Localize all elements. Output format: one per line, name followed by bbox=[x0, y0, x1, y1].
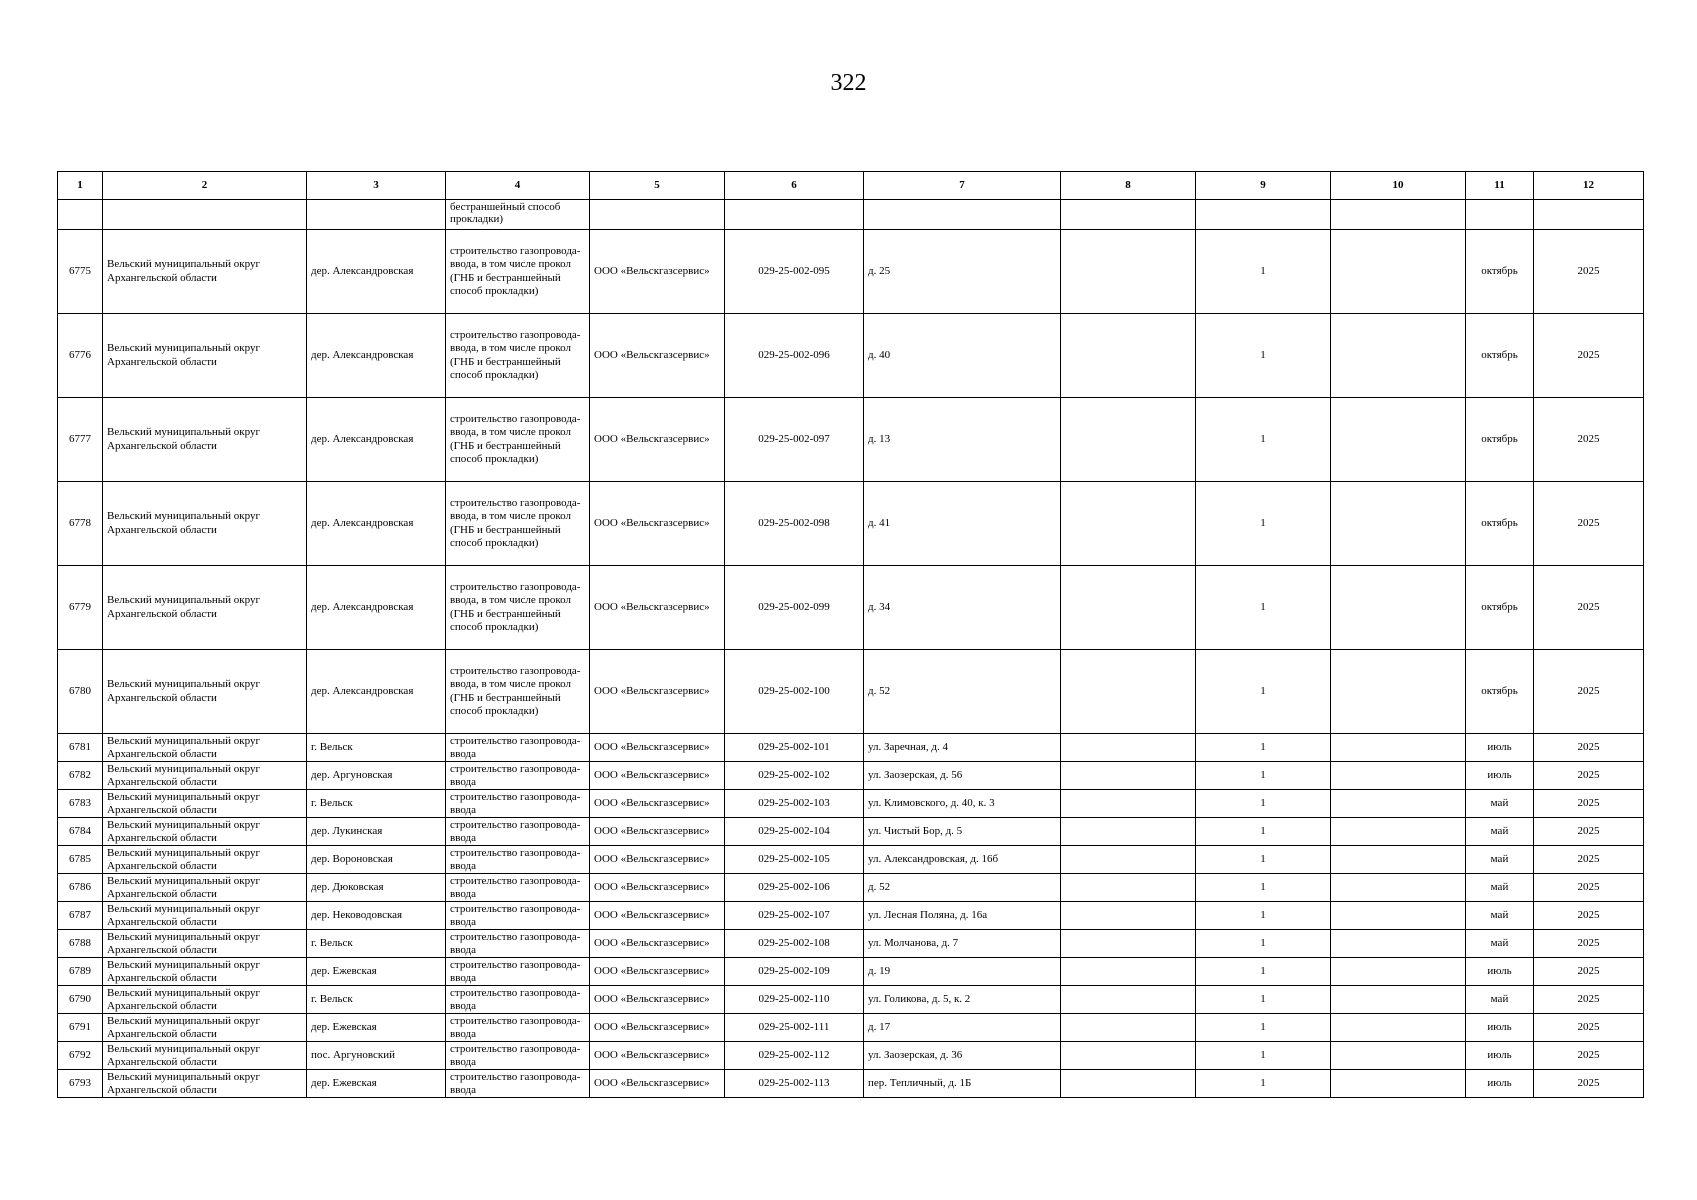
table-cell bbox=[1331, 874, 1466, 902]
object-code-cell: 029-25-002-108 bbox=[725, 930, 864, 958]
settlement-cell: дер. Александровская bbox=[307, 230, 446, 314]
object-code-cell: 029-25-002-111 bbox=[725, 1014, 864, 1042]
column-header: 5 bbox=[590, 172, 725, 200]
column-header: 10 bbox=[1331, 172, 1466, 200]
table-row bbox=[58, 986, 1644, 1014]
district-cell: Вельский муниципальный округ Архангельской области bbox=[103, 734, 307, 762]
table-cell bbox=[1331, 566, 1466, 650]
address-cell: д. 17 bbox=[864, 1014, 1061, 1042]
settlement-cell: пос. Аргуновский bbox=[307, 1042, 446, 1070]
quantity-cell: 1 bbox=[1196, 566, 1331, 650]
address-cell: д. 40 bbox=[864, 314, 1061, 398]
work-type-cell: строительство газопровода-ввода bbox=[446, 1042, 590, 1070]
table-row bbox=[58, 874, 1644, 902]
table-row bbox=[58, 902, 1644, 930]
table-row bbox=[58, 818, 1644, 846]
organization-cell: ООО «Вельскгазсервис» bbox=[590, 790, 725, 818]
object-code-cell: 029-25-002-110 bbox=[725, 986, 864, 1014]
table-cell bbox=[1061, 762, 1196, 790]
table-cell bbox=[1534, 200, 1644, 230]
month-cell: май bbox=[1466, 986, 1534, 1014]
table-cell bbox=[1331, 986, 1466, 1014]
object-code-cell: 029-25-002-101 bbox=[725, 734, 864, 762]
address-cell: д. 25 bbox=[864, 230, 1061, 314]
settlement-cell: дер. Вороновская bbox=[307, 846, 446, 874]
month-cell: май bbox=[1466, 874, 1534, 902]
work-type-cell: бестраншейный способ прокладки) bbox=[446, 200, 590, 230]
row-number-cell: 6775 bbox=[58, 230, 103, 314]
table-cell bbox=[1331, 1042, 1466, 1070]
year-cell: 2025 bbox=[1534, 1070, 1644, 1098]
district-cell: Вельский муниципальный округ Архангельской области bbox=[103, 986, 307, 1014]
month-cell: октябрь bbox=[1466, 314, 1534, 398]
table-cell bbox=[1331, 1070, 1466, 1098]
object-code-cell: 029-25-002-095 bbox=[725, 230, 864, 314]
object-code-cell: 029-25-002-105 bbox=[725, 846, 864, 874]
column-header: 9 bbox=[1196, 172, 1331, 200]
object-code-cell: 029-25-002-107 bbox=[725, 902, 864, 930]
row-number-cell: 6781 bbox=[58, 734, 103, 762]
row-number-cell: 6789 bbox=[58, 958, 103, 986]
address-cell: д. 41 bbox=[864, 482, 1061, 566]
table-cell bbox=[1331, 230, 1466, 314]
work-type-cell: строительство газопровода-ввода, в том числе прокол (ГНБ и бестраншейный способ прокладки) bbox=[446, 482, 590, 566]
work-type-cell: строительство газопровода-ввода bbox=[446, 874, 590, 902]
organization-cell: ООО «Вельскгазсервис» bbox=[590, 986, 725, 1014]
table-cell bbox=[1061, 314, 1196, 398]
organization-cell: ООО «Вельскгазсервис» bbox=[590, 1042, 725, 1070]
address-cell: ул. Заречная, д. 4 bbox=[864, 734, 1061, 762]
organization-cell: ООО «Вельскгазсервис» bbox=[590, 846, 725, 874]
row-number-cell: 6779 bbox=[58, 566, 103, 650]
row-number-cell: 6777 bbox=[58, 398, 103, 482]
month-cell: июль bbox=[1466, 1070, 1534, 1098]
quantity-cell: 1 bbox=[1196, 398, 1331, 482]
year-cell: 2025 bbox=[1534, 790, 1644, 818]
address-cell: пер. Тепличный, д. 1Б bbox=[864, 1070, 1061, 1098]
organization-cell: ООО «Вельскгазсервис» bbox=[590, 314, 725, 398]
year-cell: 2025 bbox=[1534, 958, 1644, 986]
table-row bbox=[58, 846, 1644, 874]
column-header: 6 bbox=[725, 172, 864, 200]
month-cell: июль bbox=[1466, 1014, 1534, 1042]
month-cell: июль bbox=[1466, 1042, 1534, 1070]
column-header: 4 bbox=[446, 172, 590, 200]
district-cell: Вельский муниципальный округ Архангельской области bbox=[103, 566, 307, 650]
quantity-cell: 1 bbox=[1196, 314, 1331, 398]
district-cell: Вельский муниципальный округ Архангельской области bbox=[103, 846, 307, 874]
year-cell: 2025 bbox=[1534, 1042, 1644, 1070]
year-cell: 2025 bbox=[1534, 1014, 1644, 1042]
work-type-cell: строительство газопровода-ввода bbox=[446, 1070, 590, 1098]
object-code-cell: 029-25-002-106 bbox=[725, 874, 864, 902]
object-code-cell: 029-25-002-096 bbox=[725, 314, 864, 398]
table-row bbox=[58, 230, 1644, 314]
table-row bbox=[58, 790, 1644, 818]
year-cell: 2025 bbox=[1534, 314, 1644, 398]
quantity-cell: 1 bbox=[1196, 874, 1331, 902]
table-cell bbox=[1466, 200, 1534, 230]
table-row bbox=[58, 398, 1644, 482]
table-row bbox=[58, 650, 1644, 734]
address-cell: д. 34 bbox=[864, 566, 1061, 650]
table-row bbox=[58, 930, 1644, 958]
table-cell bbox=[1331, 818, 1466, 846]
object-code-cell: 029-25-002-113 bbox=[725, 1070, 864, 1098]
address-cell: д. 13 bbox=[864, 398, 1061, 482]
month-cell: июль bbox=[1466, 734, 1534, 762]
table-cell bbox=[103, 200, 307, 230]
object-code-cell: 029-25-002-103 bbox=[725, 790, 864, 818]
month-cell: октябрь bbox=[1466, 230, 1534, 314]
settlement-cell: дер. Ежевская bbox=[307, 958, 446, 986]
object-code-cell: 029-25-002-104 bbox=[725, 818, 864, 846]
district-cell: Вельский муниципальный округ Архангельской области bbox=[103, 1042, 307, 1070]
quantity-cell: 1 bbox=[1196, 790, 1331, 818]
table-cell bbox=[1061, 986, 1196, 1014]
district-cell: Вельский муниципальный округ Архангельской области bbox=[103, 818, 307, 846]
table-cell bbox=[1061, 818, 1196, 846]
table-row bbox=[58, 1014, 1644, 1042]
object-code-cell: 029-25-002-109 bbox=[725, 958, 864, 986]
table-cell bbox=[1061, 482, 1196, 566]
organization-cell: ООО «Вельскгазсервис» bbox=[590, 734, 725, 762]
quantity-cell: 1 bbox=[1196, 1014, 1331, 1042]
work-type-cell: строительство газопровода-ввода, в том числе прокол (ГНБ и бестраншейный способ прокладки) bbox=[446, 314, 590, 398]
month-cell: июль bbox=[1466, 762, 1534, 790]
row-number-cell: 6793 bbox=[58, 1070, 103, 1098]
address-cell: ул. Лесная Поляна, д. 16а bbox=[864, 902, 1061, 930]
work-type-cell: строительство газопровода-ввода bbox=[446, 762, 590, 790]
table-cell bbox=[1061, 1014, 1196, 1042]
object-code-cell: 029-25-002-098 bbox=[725, 482, 864, 566]
work-type-cell: строительство газопровода-ввода bbox=[446, 930, 590, 958]
organization-cell: ООО «Вельскгазсервис» bbox=[590, 930, 725, 958]
row-number-cell: 6785 bbox=[58, 846, 103, 874]
work-type-cell: строительство газопровода-ввода bbox=[446, 818, 590, 846]
year-cell: 2025 bbox=[1534, 566, 1644, 650]
work-type-cell: строительство газопровода-ввода bbox=[446, 902, 590, 930]
column-header: 12 bbox=[1534, 172, 1644, 200]
table-cell bbox=[1331, 398, 1466, 482]
year-cell: 2025 bbox=[1534, 762, 1644, 790]
table-row bbox=[58, 762, 1644, 790]
table-cell bbox=[307, 200, 446, 230]
table-cell bbox=[590, 200, 725, 230]
settlement-cell: г. Вельск bbox=[307, 986, 446, 1014]
settlement-cell: г. Вельск bbox=[307, 930, 446, 958]
settlement-cell: дер. Александровская bbox=[307, 566, 446, 650]
column-header: 2 bbox=[103, 172, 307, 200]
month-cell: октябрь bbox=[1466, 650, 1534, 734]
year-cell: 2025 bbox=[1534, 930, 1644, 958]
work-type-cell: строительство газопровода-ввода, в том числе прокол (ГНБ и бестраншейный способ прокладки) bbox=[446, 398, 590, 482]
table-cell bbox=[1331, 790, 1466, 818]
year-cell: 2025 bbox=[1534, 818, 1644, 846]
month-cell: октябрь bbox=[1466, 398, 1534, 482]
settlement-cell: дер. Неководовская bbox=[307, 902, 446, 930]
address-cell: ул. Заозерская, д. 36 bbox=[864, 1042, 1061, 1070]
table-cell bbox=[1196, 200, 1331, 230]
table-cell bbox=[1061, 846, 1196, 874]
table-cell bbox=[725, 200, 864, 230]
month-cell: май bbox=[1466, 818, 1534, 846]
table-cell bbox=[1061, 200, 1196, 230]
settlement-cell: г. Вельск bbox=[307, 790, 446, 818]
table-cell bbox=[1061, 566, 1196, 650]
table-cell bbox=[1331, 482, 1466, 566]
row-number-cell: 6780 bbox=[58, 650, 103, 734]
column-header: 1 bbox=[58, 172, 103, 200]
month-cell: май bbox=[1466, 846, 1534, 874]
object-code-cell: 029-25-002-097 bbox=[725, 398, 864, 482]
organization-cell: ООО «Вельскгазсервис» bbox=[590, 762, 725, 790]
column-number-row bbox=[58, 172, 1644, 200]
month-cell: май bbox=[1466, 930, 1534, 958]
year-cell: 2025 bbox=[1534, 902, 1644, 930]
month-cell: май bbox=[1466, 790, 1534, 818]
district-cell: Вельский муниципальный округ Архангельской области bbox=[103, 398, 307, 482]
table-cell bbox=[1061, 958, 1196, 986]
quantity-cell: 1 bbox=[1196, 734, 1331, 762]
month-cell: май bbox=[1466, 902, 1534, 930]
table-cell bbox=[1331, 846, 1466, 874]
work-type-cell: строительство газопровода-ввода bbox=[446, 734, 590, 762]
table-cell bbox=[1061, 1042, 1196, 1070]
work-type-cell: строительство газопровода-ввода bbox=[446, 986, 590, 1014]
organization-cell: ООО «Вельскгазсервис» bbox=[590, 566, 725, 650]
column-header: 8 bbox=[1061, 172, 1196, 200]
work-type-cell: строительство газопровода-ввода bbox=[446, 846, 590, 874]
year-cell: 2025 bbox=[1534, 482, 1644, 566]
table-cell bbox=[1331, 1014, 1466, 1042]
district-cell: Вельский муниципальный округ Архангельской области bbox=[103, 1014, 307, 1042]
continuation-row bbox=[58, 200, 1644, 230]
table-cell bbox=[1331, 314, 1466, 398]
work-type-cell: строительство газопровода-ввода, в том числе прокол (ГНБ и бестраншейный способ прокладки) bbox=[446, 230, 590, 314]
table-row bbox=[58, 958, 1644, 986]
district-cell: Вельский муниципальный округ Архангельской области bbox=[103, 482, 307, 566]
object-code-cell: 029-25-002-102 bbox=[725, 762, 864, 790]
column-header: 11 bbox=[1466, 172, 1534, 200]
table-cell bbox=[1061, 930, 1196, 958]
year-cell: 2025 bbox=[1534, 734, 1644, 762]
month-cell: июль bbox=[1466, 958, 1534, 986]
quantity-cell: 1 bbox=[1196, 650, 1331, 734]
address-cell: ул. Голикова, д. 5, к. 2 bbox=[864, 986, 1061, 1014]
district-cell: Вельский муниципальный округ Архангельской области bbox=[103, 930, 307, 958]
table-cell bbox=[1331, 200, 1466, 230]
quantity-cell: 1 bbox=[1196, 230, 1331, 314]
table-cell bbox=[1331, 762, 1466, 790]
row-number-cell: 6790 bbox=[58, 986, 103, 1014]
year-cell: 2025 bbox=[1534, 230, 1644, 314]
table-row bbox=[58, 482, 1644, 566]
row-number-cell: 6792 bbox=[58, 1042, 103, 1070]
district-cell: Вельский муниципальный округ Архангельской области bbox=[103, 1070, 307, 1098]
work-type-cell: строительство газопровода-ввода, в том числе прокол (ГНБ и бестраншейный способ прокладки) bbox=[446, 650, 590, 734]
register-table bbox=[57, 171, 1644, 1098]
table-cell bbox=[1061, 874, 1196, 902]
organization-cell: ООО «Вельскгазсервис» bbox=[590, 482, 725, 566]
address-cell: ул. Заозерская, д. 56 bbox=[864, 762, 1061, 790]
settlement-cell: дер. Александровская bbox=[307, 398, 446, 482]
address-cell: ул. Александровская, д. 16б bbox=[864, 846, 1061, 874]
quantity-cell: 1 bbox=[1196, 958, 1331, 986]
table-cell bbox=[1061, 230, 1196, 314]
year-cell: 2025 bbox=[1534, 398, 1644, 482]
quantity-cell: 1 bbox=[1196, 902, 1331, 930]
table-cell bbox=[1331, 958, 1466, 986]
row-number-cell: 6783 bbox=[58, 790, 103, 818]
organization-cell: ООО «Вельскгазсервис» bbox=[590, 230, 725, 314]
address-cell: ул. Молчанова, д. 7 bbox=[864, 930, 1061, 958]
organization-cell: ООО «Вельскгазсервис» bbox=[590, 874, 725, 902]
month-cell: октябрь bbox=[1466, 566, 1534, 650]
district-cell: Вельский муниципальный округ Архангельской области bbox=[103, 314, 307, 398]
work-type-cell: строительство газопровода-ввода bbox=[446, 790, 590, 818]
organization-cell: ООО «Вельскгазсервис» bbox=[590, 1070, 725, 1098]
table-row bbox=[58, 734, 1644, 762]
district-cell: Вельский муниципальный округ Архангельской области bbox=[103, 790, 307, 818]
organization-cell: ООО «Вельскгазсервис» bbox=[590, 902, 725, 930]
organization-cell: ООО «Вельскгазсервис» bbox=[590, 650, 725, 734]
district-cell: Вельский муниципальный округ Архангельской области bbox=[103, 230, 307, 314]
year-cell: 2025 bbox=[1534, 650, 1644, 734]
row-number-cell: 6787 bbox=[58, 902, 103, 930]
table-cell bbox=[1061, 902, 1196, 930]
table-cell bbox=[1061, 790, 1196, 818]
quantity-cell: 1 bbox=[1196, 762, 1331, 790]
settlement-cell: дер. Ежевская bbox=[307, 1014, 446, 1042]
row-number-cell: 6782 bbox=[58, 762, 103, 790]
settlement-cell: дер. Александровская bbox=[307, 314, 446, 398]
table-row bbox=[58, 1042, 1644, 1070]
row-number-cell: 6791 bbox=[58, 1014, 103, 1042]
table-cell bbox=[1331, 930, 1466, 958]
quantity-cell: 1 bbox=[1196, 930, 1331, 958]
district-cell: Вельский муниципальный округ Архангельской области bbox=[103, 874, 307, 902]
table-cell bbox=[58, 200, 103, 230]
object-code-cell: 029-25-002-112 bbox=[725, 1042, 864, 1070]
quantity-cell: 1 bbox=[1196, 986, 1331, 1014]
organization-cell: ООО «Вельскгазсервис» bbox=[590, 398, 725, 482]
address-cell: д. 52 bbox=[864, 874, 1061, 902]
district-cell: Вельский муниципальный округ Архангельской области bbox=[103, 762, 307, 790]
table-cell bbox=[1331, 650, 1466, 734]
address-cell: д. 52 bbox=[864, 650, 1061, 734]
settlement-cell: г. Вельск bbox=[307, 734, 446, 762]
organization-cell: ООО «Вельскгазсервис» bbox=[590, 818, 725, 846]
settlement-cell: дер. Александровская bbox=[307, 650, 446, 734]
address-cell: ул. Чистый Бор, д. 5 bbox=[864, 818, 1061, 846]
table-cell bbox=[1331, 902, 1466, 930]
work-type-cell: строительство газопровода-ввода bbox=[446, 1014, 590, 1042]
page-number: 322 bbox=[830, 70, 867, 96]
settlement-cell: дер. Дюковская bbox=[307, 874, 446, 902]
column-header: 3 bbox=[307, 172, 446, 200]
row-number-cell: 6784 bbox=[58, 818, 103, 846]
row-number-cell: 6786 bbox=[58, 874, 103, 902]
table-cell bbox=[864, 200, 1061, 230]
settlement-cell: дер. Аргуновская bbox=[307, 762, 446, 790]
settlement-cell: дер. Лукинская bbox=[307, 818, 446, 846]
organization-cell: ООО «Вельскгазсервис» bbox=[590, 958, 725, 986]
address-cell: ул. Климовского, д. 40, к. 3 bbox=[864, 790, 1061, 818]
district-cell: Вельский муниципальный округ Архангельской области bbox=[103, 902, 307, 930]
table-cell bbox=[1061, 650, 1196, 734]
table-row bbox=[58, 314, 1644, 398]
table-cell bbox=[1331, 734, 1466, 762]
address-cell: д. 19 bbox=[864, 958, 1061, 986]
row-number-cell: 6778 bbox=[58, 482, 103, 566]
quantity-cell: 1 bbox=[1196, 1070, 1331, 1098]
settlement-cell: дер. Ежевская bbox=[307, 1070, 446, 1098]
table-row bbox=[58, 1070, 1644, 1098]
organization-cell: ООО «Вельскгазсервис» bbox=[590, 1014, 725, 1042]
district-cell: Вельский муниципальный округ Архангельской области bbox=[103, 650, 307, 734]
table-cell bbox=[1061, 734, 1196, 762]
month-cell: октябрь bbox=[1466, 482, 1534, 566]
table-cell bbox=[1061, 1070, 1196, 1098]
column-header: 7 bbox=[864, 172, 1061, 200]
quantity-cell: 1 bbox=[1196, 818, 1331, 846]
table-row bbox=[58, 566, 1644, 650]
quantity-cell: 1 bbox=[1196, 482, 1331, 566]
row-number-cell: 6776 bbox=[58, 314, 103, 398]
year-cell: 2025 bbox=[1534, 846, 1644, 874]
table-cell bbox=[1061, 398, 1196, 482]
quantity-cell: 1 bbox=[1196, 1042, 1331, 1070]
work-type-cell: строительство газопровода-ввода bbox=[446, 958, 590, 986]
year-cell: 2025 bbox=[1534, 986, 1644, 1014]
district-cell: Вельский муниципальный округ Архангельской области bbox=[103, 958, 307, 986]
quantity-cell: 1 bbox=[1196, 846, 1331, 874]
settlement-cell: дер. Александровская bbox=[307, 482, 446, 566]
row-number-cell: 6788 bbox=[58, 930, 103, 958]
object-code-cell: 029-25-002-100 bbox=[725, 650, 864, 734]
object-code-cell: 029-25-002-099 bbox=[725, 566, 864, 650]
year-cell: 2025 bbox=[1534, 874, 1644, 902]
work-type-cell: строительство газопровода-ввода, в том числе прокол (ГНБ и бестраншейный способ прокладки) bbox=[446, 566, 590, 650]
